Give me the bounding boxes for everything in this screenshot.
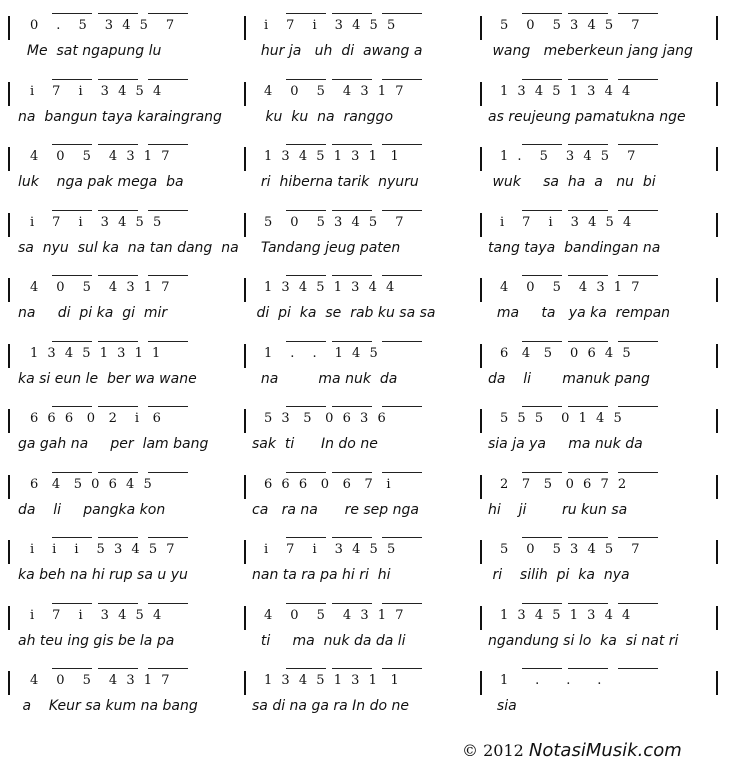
barline [244,344,246,368]
measure-lyrics: Me sat ngapung lu [18,43,162,59]
measure-notes: 1 3 4 5 1 3 4 4 [500,83,631,99]
measure-lyrics: da li manuk pang [488,370,650,387]
beam-line [522,603,562,604]
beam-line [332,144,372,145]
barline [480,278,482,302]
notation-row [0,594,733,652]
beam-line [148,603,188,604]
beam-line [52,341,92,342]
notation-row [0,463,733,521]
measure-lyrics: ri silih pi ka nya [488,567,630,583]
barline [8,606,10,630]
barline [480,147,482,171]
measure-notes: 5 5 5 0 1 4 5 [500,411,623,426]
measure-notes: 4 0 5 4 3 1 7 [500,280,640,295]
beam-line [568,603,608,604]
measure-lyrics: di pi ka se rab ku sa sa [252,305,436,321]
beam-line [618,13,658,14]
measure-notes: 4 0 5 4 3 1 7 [264,83,404,99]
notation-row [0,397,733,455]
measure-notes: 5 3 5 0 6 3 6 [264,411,387,426]
brand-name: NotasiMusik.com [528,740,682,761]
barline [716,344,718,368]
barline [8,16,10,40]
measure-lyrics: hur ja uh di awang a [252,43,423,59]
measure-lyrics: ti ma nuk da da li [252,632,406,649]
measure-notes: 4 0 5 4 3 1 7 [264,607,404,623]
measure-lyrics: luk nga pak mega ba [18,174,184,190]
measure-lyrics: ngandung si lo ka si nat ri [488,632,679,649]
measure-notes: 2 7 5 0 6 7 2 [500,476,627,492]
barline [8,213,10,237]
measure-lyrics: na bangun taya karaingrang [18,108,222,125]
barline [244,16,246,40]
barline [8,671,10,695]
barline [244,147,246,171]
measure-notes: 6 4 5 0 6 4 5 [30,476,153,492]
measure-lyrics: a Keur sa kum na bang [18,698,198,714]
beam-line [332,472,372,473]
measure-notes: i 7 i 3 4 5 4 [30,83,162,99]
measure-lyrics: as reujeung pamatukna nge [488,108,686,125]
beam-line [148,275,188,276]
beam-line [286,275,326,276]
measure-notes: 6 6 6 0 2 i 6 [30,411,162,426]
beam-line [568,668,608,669]
beam-line [382,668,422,669]
beam-line [332,210,372,211]
beam-line [568,210,608,211]
beam-line [522,13,562,14]
notation-row [0,659,733,717]
barline [8,344,10,368]
beam-line [522,668,562,669]
barline [8,278,10,302]
beam-line [618,275,658,276]
notation-row [0,4,733,62]
barline [716,213,718,237]
beam-line [382,537,422,538]
beam-line [568,537,608,538]
measure-lyrics: sa nyu sul ka na tan dang na [18,239,239,256]
beam-line [286,537,326,538]
measure-notes: 1 . . . [500,673,602,688]
measure-lyrics: da li pangka kon [18,501,166,518]
beam-line [52,144,92,145]
beam-line [286,603,326,604]
measure-lyrics: sak ti In do ne [252,436,378,452]
beam-line [618,472,658,473]
barline [716,278,718,302]
measure-notes: 5 0 5 3 4 5 7 [500,18,640,33]
measure-notes: i i i 5 3 4 5 7 [30,542,175,557]
barline [716,475,718,499]
beam-line [148,472,188,473]
measure-notes: 1 . 5 3 4 5 7 [500,149,636,164]
barline [716,409,718,433]
copyright-text: © 2012 [462,741,529,760]
beam-line [148,144,188,145]
measure-notes: i 7 i 3 4 5 4 [500,214,632,230]
beam-line [522,210,562,211]
beam-line [52,210,92,211]
measure-lyrics: na ma nuk da [252,370,398,387]
beam-line [98,79,138,80]
measure-notes: 1 3 4 5 1 3 4 4 [500,607,631,623]
barline [244,409,246,433]
beam-line [618,144,658,145]
notation-row [0,135,733,193]
measure-notes: 1 . . 1 4 5 [264,345,379,361]
beam-line [98,406,138,407]
beam-line [618,341,658,342]
beam-line [148,668,188,669]
barline [8,147,10,171]
measure-lyrics: ca ra na re sep nga [252,501,419,518]
measure-lyrics: Tandang jeug paten [252,239,401,256]
barline [716,671,718,695]
notation-row [0,70,733,128]
measure-notes: i 7 i 3 4 5 5 [264,18,396,33]
barline [480,671,482,695]
measure-notes: 4 0 5 4 3 1 7 [30,149,170,164]
beam-line [568,341,608,342]
measure-notes: 1 3 4 5 1 3 1 1 [264,673,400,688]
beam-line [286,210,326,211]
measure-lyrics: ka si eun le ber wa wane [18,370,197,387]
beam-line [98,537,138,538]
beam-line [148,406,188,407]
beam-line [382,472,422,473]
barline [480,475,482,499]
beam-line [148,341,188,342]
beam-line [52,668,92,669]
measure-lyrics: ri hiberna tarik nyuru [252,174,419,190]
beam-line [382,144,422,145]
measure-lyrics: na di pi ka gi mir [18,305,168,321]
beam-line [382,406,422,407]
beam-line [332,603,372,604]
beam-line [286,144,326,145]
beam-line [382,603,422,604]
beam-line [568,13,608,14]
barline [8,540,10,564]
beam-line [568,79,608,80]
beam-line [332,668,372,669]
beam-line [522,275,562,276]
beam-line [382,13,422,14]
measure-lyrics: nan ta ra pa hi ri hi [252,567,391,583]
beam-line [568,144,608,145]
beam-line [148,210,188,211]
barline [480,16,482,40]
measure-lyrics: ka beh na hi rup sa u yu [18,567,188,583]
beam-line [98,341,138,342]
beam-line [618,79,658,80]
measure-notes: i 7 i 3 4 5 5 [264,542,396,557]
measure-lyrics: sa di na ga ra In do ne [252,698,409,714]
beam-line [98,472,138,473]
barline [244,213,246,237]
beam-line [52,79,92,80]
beam-line [98,13,138,14]
copyright-footer [462,740,682,761]
beam-line [52,472,92,473]
barline [716,16,718,40]
measure-lyrics: ku ku na ranggo [252,108,394,125]
beam-line [618,406,658,407]
beam-line [568,275,608,276]
measure-notes: 1 3 4 5 1 3 4 4 [264,280,395,295]
beam-line [98,275,138,276]
beam-line [332,13,372,14]
measure-notes: 6 6 6 0 6 7 i [264,476,391,492]
measure-notes: 5 0 5 3 4 5 7 [500,542,640,557]
barline [244,475,246,499]
measure-lyrics: hi ji ru kun sa [488,501,628,518]
measure-notes: 0 . 5 3 4 5 7 [30,18,175,33]
barline [716,82,718,106]
measure-lyrics: ah teu ing gis be la pa [18,632,175,649]
barline [480,344,482,368]
beam-line [332,537,372,538]
beam-line [52,603,92,604]
beam-line [286,472,326,473]
measure-notes: 5 0 5 3 4 5 7 [264,214,404,230]
beam-line [568,472,608,473]
barline [244,278,246,302]
barline [244,671,246,695]
beam-line [286,668,326,669]
barline [8,82,10,106]
beam-line [148,537,188,538]
beam-line [52,13,92,14]
beam-line [332,341,372,342]
measure-notes: 6 4 5 0 6 4 5 [500,345,631,361]
beam-line [332,275,372,276]
beam-line [522,144,562,145]
measure-notes: 4 0 5 4 3 1 7 [30,280,170,295]
measure-lyrics: wuk sa ha a nu bi [488,174,656,190]
beam-line [522,341,562,342]
barline [716,147,718,171]
notation-row [0,528,733,586]
barline [480,409,482,433]
beam-line [382,210,422,211]
beam-line [522,79,562,80]
barline [480,540,482,564]
measure-notes: 1 3 4 5 1 3 1 1 [30,345,161,361]
beam-line [618,210,658,211]
beam-line [98,603,138,604]
beam-line [286,406,326,407]
measure-notes: i 7 i 3 4 5 4 [30,607,162,623]
barline [480,213,482,237]
beam-line [382,79,422,80]
beam-line [522,537,562,538]
beam-line [332,79,372,80]
beam-line [98,210,138,211]
barline [244,82,246,106]
beam-line [52,406,92,407]
beam-line [52,537,92,538]
measure-lyrics: tang taya bandingan na [488,239,661,256]
measure-lyrics: sia [488,698,517,714]
beam-line [382,275,422,276]
barline [8,409,10,433]
barline [716,606,718,630]
barline [8,475,10,499]
beam-line [98,668,138,669]
barline [244,540,246,564]
barline [716,540,718,564]
beam-line [98,144,138,145]
beam-line [148,13,188,14]
barline [480,606,482,630]
measure-lyrics: wang meberkeun jang jang [488,43,693,59]
beam-line [286,341,326,342]
measure-notes: 4 0 5 4 3 1 7 [30,673,170,688]
beam-line [52,275,92,276]
notation-row [0,332,733,390]
beam-line [286,13,326,14]
beam-line [286,79,326,80]
beam-line [382,341,422,342]
notation-row [0,201,733,259]
beam-line [522,406,562,407]
beam-line [568,406,608,407]
beam-line [522,472,562,473]
beam-line [148,79,188,80]
measure-lyrics: sia ja ya ma nuk da [488,436,643,452]
measure-notes: 1 3 4 5 1 3 1 1 [264,149,400,164]
beam-line [332,406,372,407]
measure-lyrics: ma ta ya ka rempan [488,305,671,321]
notation-row [0,266,733,324]
barline [480,82,482,106]
measure-notes: i 7 i 3 4 5 5 [30,214,162,230]
measure-lyrics: ga gah na per lam bang [18,436,209,452]
barline [244,606,246,630]
beam-line [618,603,658,604]
beam-line [618,537,658,538]
beam-line [618,668,658,669]
